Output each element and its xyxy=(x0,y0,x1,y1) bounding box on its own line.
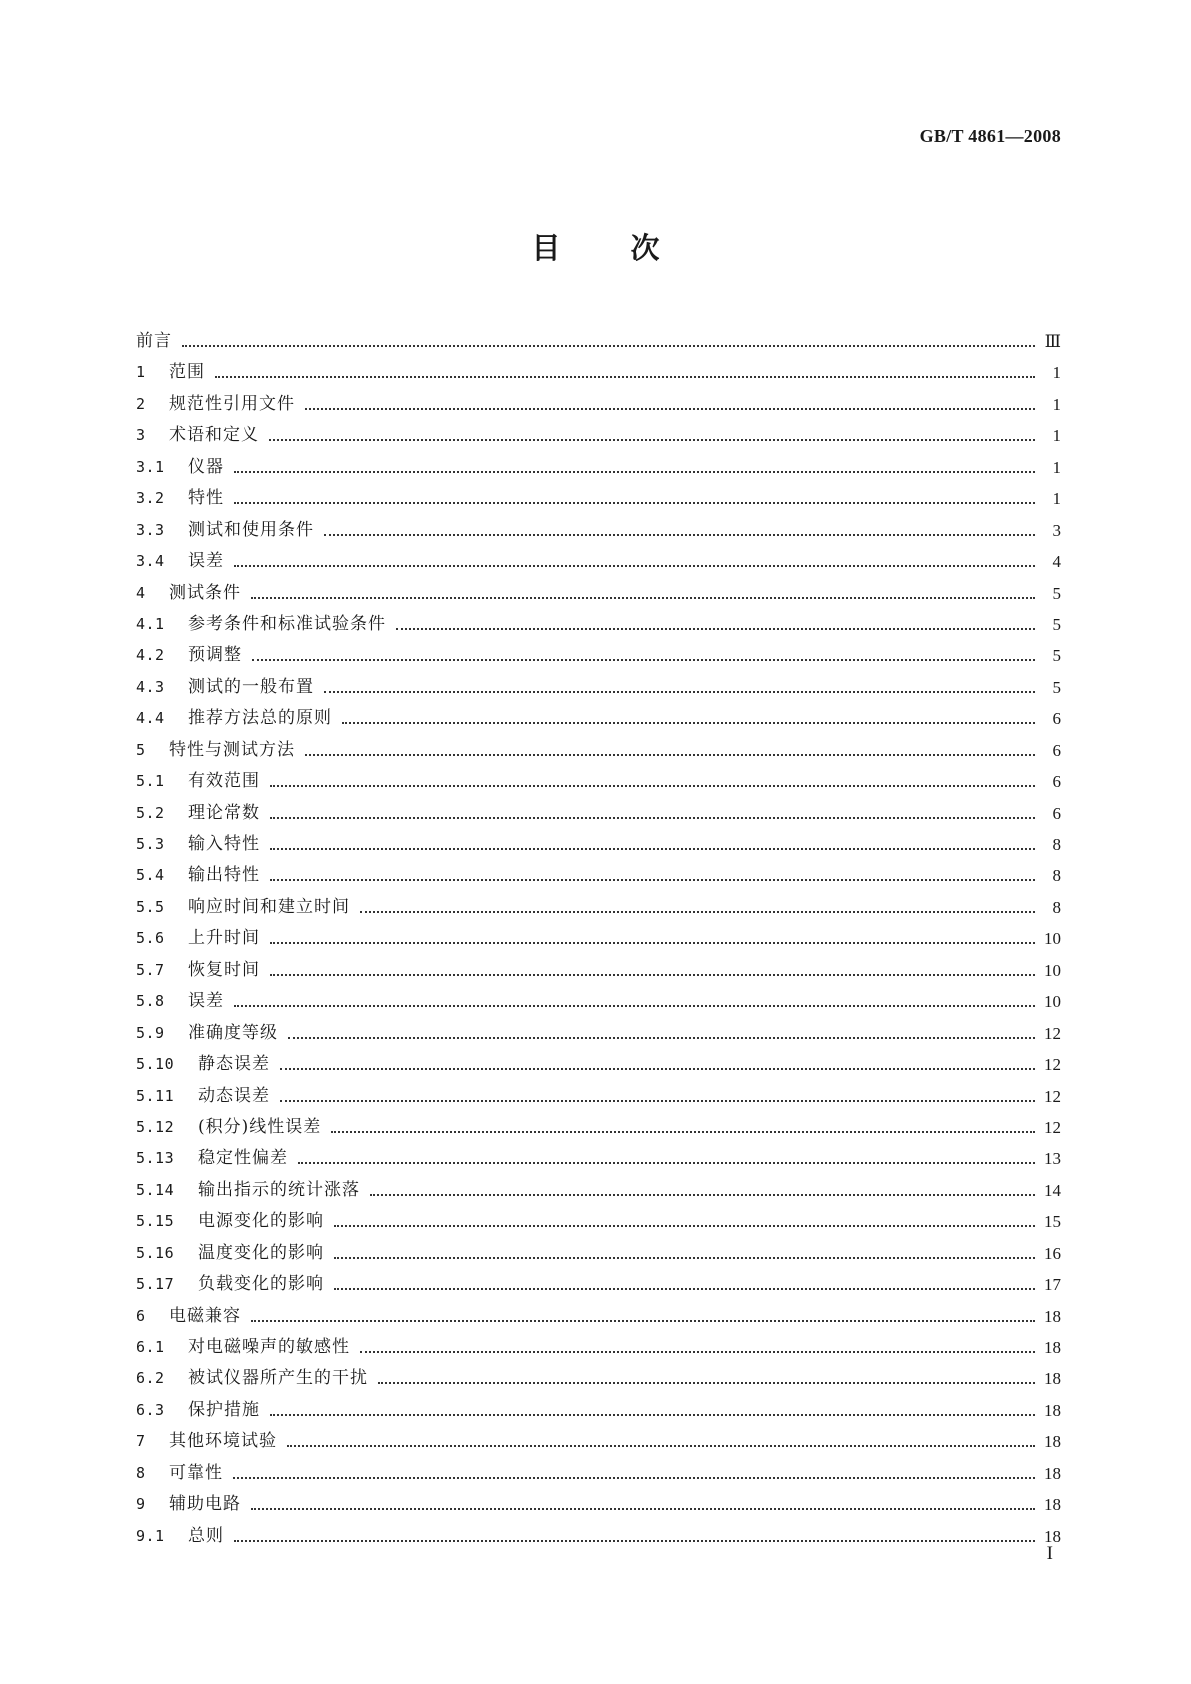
toc-entry-page: 12 xyxy=(1044,1023,1061,1043)
toc-entry-label xyxy=(136,640,242,671)
toc-entry-label xyxy=(136,1458,223,1489)
toc-entry-title: 电源变化的影响 xyxy=(198,1211,324,1232)
toc-entry-title: 测试和使用条件 xyxy=(188,519,314,540)
toc-entry-page: 10 xyxy=(1044,929,1061,949)
toc-dot-leader xyxy=(360,892,1035,923)
toc-dot-leader xyxy=(233,1458,1035,1489)
toc-entry[interactable] xyxy=(136,986,1061,1017)
toc-entry[interactable] xyxy=(136,389,1061,420)
toc-entry[interactable] xyxy=(136,829,1061,860)
toc-entry-label xyxy=(136,1521,224,1552)
toc-entry-number: 6.3 xyxy=(136,1400,165,1419)
toc-entry-number: 5.4 xyxy=(136,866,165,885)
toc-entry[interactable] xyxy=(136,798,1061,829)
toc-dot-leader xyxy=(287,1426,1035,1457)
page-title: 目 次 xyxy=(531,231,660,265)
toc-entry-number: 5.1 xyxy=(136,772,165,791)
toc-entry-label xyxy=(136,1269,324,1300)
toc-entry-page: 16 xyxy=(1044,1243,1061,1263)
toc-entry-number: 4.3 xyxy=(136,677,165,696)
toc-entry[interactable] xyxy=(136,1018,1061,1049)
toc-dot-leader xyxy=(334,1206,1035,1237)
toc-entry-title: 静态误差 xyxy=(198,1054,270,1075)
toc-entry-title: 参考条件和标准试验条件 xyxy=(188,613,386,634)
toc-entry-number: 7 xyxy=(136,1432,146,1451)
toc-dot-leader xyxy=(252,640,1035,671)
toc-entry-title: 有效范围 xyxy=(188,771,260,792)
toc-entry-label xyxy=(136,766,260,797)
toc-entry-label xyxy=(136,735,295,766)
toc-dot-leader xyxy=(270,829,1035,860)
toc-entry-title: 预调整 xyxy=(188,645,242,666)
toc-entry-title: 被试仪器所产生的干扰 xyxy=(188,1368,368,1389)
toc-entry-number: 4 xyxy=(136,583,146,602)
toc-entry-label xyxy=(136,1238,324,1269)
toc-entry-page: 10 xyxy=(1044,960,1061,980)
toc-entry-title: 对电磁噪声的敏感性 xyxy=(188,1337,350,1357)
toc-entry[interactable] xyxy=(136,923,1061,954)
toc-entry-number: 2 xyxy=(136,394,146,413)
toc-entry-number: 5.2 xyxy=(136,803,165,822)
toc-dot-leader xyxy=(182,326,1035,357)
toc-entry-page: 12 xyxy=(1044,1086,1061,1106)
toc-entry-label xyxy=(136,1175,360,1206)
toc-entry-page: 18 xyxy=(1044,1463,1061,1483)
toc-entry[interactable] xyxy=(136,1175,1061,1206)
toc-entry-page: 8 xyxy=(1052,866,1061,886)
toc-entry-label xyxy=(136,1206,324,1237)
toc-dot-leader xyxy=(270,955,1035,986)
toc-entry[interactable] xyxy=(136,766,1061,797)
toc-dot-leader xyxy=(234,483,1035,514)
toc-entry-page: 18 xyxy=(1044,1400,1061,1420)
toc-dot-leader xyxy=(324,672,1035,703)
toc-entry-title: 推荐方法总的原则 xyxy=(188,708,332,729)
toc-entry-label xyxy=(136,1426,277,1457)
toc-entry-label xyxy=(136,578,241,609)
toc-entry-page: 17 xyxy=(1044,1275,1061,1295)
toc-entry[interactable] xyxy=(136,1269,1061,1300)
toc-entry-label xyxy=(136,1143,288,1174)
toc-entry-number: 5.3 xyxy=(136,835,165,853)
toc-entry-number: 9 xyxy=(136,1495,146,1514)
toc-entry-label xyxy=(136,1081,270,1112)
toc-dot-leader xyxy=(396,609,1035,640)
toc-entry[interactable] xyxy=(136,1112,1061,1143)
toc-entry-label xyxy=(136,892,350,923)
toc-entry-number: 3.1 xyxy=(136,457,165,476)
toc-entry[interactable] xyxy=(136,326,1061,357)
toc-entry-number: 8 xyxy=(136,1463,146,1482)
toc-dot-leader xyxy=(215,357,1035,388)
toc-entry-title: 误差 xyxy=(188,991,224,1012)
toc-entry-page: 1 xyxy=(1052,457,1061,477)
toc-entry-title: 负载变化的影响 xyxy=(198,1274,324,1295)
toc-dot-leader xyxy=(280,1081,1035,1112)
toc-entry[interactable] xyxy=(136,1049,1061,1080)
toc-entry-label xyxy=(136,1018,278,1049)
toc-dot-leader xyxy=(270,860,1035,891)
toc-entry-page: 14 xyxy=(1044,1180,1061,1200)
toc-entry-label xyxy=(136,829,260,860)
toc-dot-leader xyxy=(288,1018,1035,1049)
toc-entry-page: 6 xyxy=(1052,803,1061,823)
toc-entry-title: 仪器 xyxy=(188,456,224,477)
toc-entry-label xyxy=(136,955,260,986)
toc-dot-leader xyxy=(234,1521,1035,1552)
toc-entry[interactable] xyxy=(136,640,1061,671)
toc-entry-page: 5 xyxy=(1052,646,1061,666)
toc-entry-title: 测试的一般布置 xyxy=(188,676,314,697)
toc-entry-title: 规范性引用文件 xyxy=(169,393,295,414)
toc-entry-number: 5.12 xyxy=(136,1117,175,1136)
toc-entry-label xyxy=(136,703,332,734)
toc-entry-page: 6 xyxy=(1052,709,1061,729)
toc-dot-leader xyxy=(324,515,1035,546)
toc-entry-number: 3.3 xyxy=(136,520,165,539)
toc-dot-leader xyxy=(342,703,1035,734)
toc-entry-page: 5 xyxy=(1052,614,1061,634)
toc-entry-number: 5.15 xyxy=(136,1212,175,1231)
toc-entry-title: 准确度等级 xyxy=(188,1022,278,1043)
toc-entry-label xyxy=(136,1332,350,1363)
toc-entry-page: 5 xyxy=(1052,677,1061,697)
toc-entry[interactable] xyxy=(136,483,1061,514)
toc-entry-page: 1 xyxy=(1052,394,1061,414)
toc-entry-page: 4 xyxy=(1052,552,1061,572)
toc-dot-leader xyxy=(270,798,1035,829)
toc-dot-leader xyxy=(305,389,1035,420)
toc-entry-number: 4.1 xyxy=(136,614,165,633)
toc-entry[interactable] xyxy=(136,1238,1061,1269)
toc-entry[interactable] xyxy=(136,735,1061,766)
toc-entry-page: 6 xyxy=(1052,772,1061,792)
toc-entry-label xyxy=(136,515,314,546)
page-number: I xyxy=(1046,1543,1053,1564)
toc-entry[interactable] xyxy=(136,1332,1061,1363)
toc-entry-label xyxy=(136,1112,321,1143)
toc-entry-title: 特性 xyxy=(188,488,224,509)
toc-entry[interactable] xyxy=(136,420,1061,451)
toc-entry-number: 9.1 xyxy=(136,1526,165,1545)
toc-entry-number: 6 xyxy=(136,1306,146,1325)
toc-entry[interactable] xyxy=(136,892,1061,923)
toc-dot-leader xyxy=(370,1175,1035,1206)
toc-entry-number: 6.1 xyxy=(136,1338,165,1356)
toc-entry-number: 5.14 xyxy=(136,1180,175,1199)
toc-dot-leader xyxy=(331,1112,1035,1143)
toc-entry-title: (积分)线性误差 xyxy=(198,1116,322,1137)
toc-entry[interactable] xyxy=(136,1521,1061,1552)
toc-dot-leader xyxy=(334,1269,1035,1300)
toc-entry[interactable] xyxy=(136,1489,1061,1520)
toc-entry-title: 前言 xyxy=(136,331,172,351)
toc-entry[interactable] xyxy=(136,452,1061,483)
toc-entry-number: 5.7 xyxy=(136,960,165,979)
toc-entry-title: 电磁兼容 xyxy=(169,1305,241,1326)
toc-entry-number: 5.17 xyxy=(136,1275,175,1294)
toc-entry[interactable] xyxy=(136,578,1061,609)
toc-entry-title: 其他环境试验 xyxy=(169,1431,277,1452)
toc-entry-number: 5.11 xyxy=(136,1086,175,1105)
toc-entry-label xyxy=(136,672,314,703)
toc-entry-number: 3.4 xyxy=(136,552,165,571)
toc-entry-title: 可靠性 xyxy=(169,1462,223,1483)
toc-entry-title: 输入特性 xyxy=(188,834,260,854)
toc-entry-label xyxy=(136,609,386,640)
toc-dot-leader xyxy=(251,1301,1035,1332)
toc-entry-title: 测试条件 xyxy=(169,582,241,603)
toc-dot-leader xyxy=(270,766,1035,797)
toc-dot-leader xyxy=(334,1238,1035,1269)
toc-entry-page: 1 xyxy=(1052,426,1061,446)
toc-entry-title: 范围 xyxy=(169,362,205,383)
toc-entry-label xyxy=(136,357,205,388)
toc-dot-leader xyxy=(269,420,1035,451)
toc-dot-leader xyxy=(360,1332,1035,1363)
table-of-contents xyxy=(136,326,1061,1552)
toc-entry[interactable] xyxy=(136,1081,1061,1112)
toc-entry-title: 上升时间 xyxy=(188,928,260,949)
toc-entry-page: 18 xyxy=(1044,1369,1061,1389)
toc-entry-number: 1 xyxy=(136,363,146,382)
toc-dot-leader xyxy=(378,1363,1035,1394)
toc-entry-page: 10 xyxy=(1044,992,1061,1012)
toc-entry-page: 18 xyxy=(1044,1526,1061,1546)
toc-entry-label xyxy=(136,1049,270,1080)
toc-entry-number: 5.13 xyxy=(136,1149,175,1168)
toc-entry-page: 8 xyxy=(1052,897,1061,917)
toc-entry-label xyxy=(136,389,295,420)
toc-entry-number: 6.2 xyxy=(136,1369,165,1388)
toc-entry-label xyxy=(136,1363,368,1394)
toc-dot-leader xyxy=(280,1049,1035,1080)
toc-entry-label xyxy=(136,452,224,483)
toc-dot-leader xyxy=(298,1143,1035,1174)
toc-entry-number: 5.5 xyxy=(136,897,165,916)
toc-entry-title: 输出指示的统计涨落 xyxy=(198,1179,360,1200)
toc-entry[interactable] xyxy=(136,1363,1061,1394)
toc-entry-title: 稳定性偏差 xyxy=(198,1148,288,1169)
toc-entry-title: 理论常数 xyxy=(188,802,260,823)
toc-entry-title: 恢复时间 xyxy=(188,959,260,980)
toc-entry[interactable] xyxy=(136,1395,1061,1426)
toc-entry-page: 15 xyxy=(1044,1212,1061,1232)
toc-entry[interactable] xyxy=(136,703,1061,734)
toc-entry-title: 辅助电路 xyxy=(169,1494,241,1515)
toc-entry-label xyxy=(136,483,224,514)
toc-entry-number: 4.2 xyxy=(136,646,165,665)
toc-entry-page: 8 xyxy=(1052,835,1061,854)
toc-dot-leader xyxy=(270,923,1035,954)
toc-entry-page: 1 xyxy=(1052,489,1061,509)
toc-entry[interactable] xyxy=(136,546,1061,577)
toc-entry-title: 温度变化的影响 xyxy=(198,1242,324,1263)
toc-entry-number: 5.9 xyxy=(136,1023,165,1042)
toc-entry-page: 1 xyxy=(1052,363,1061,383)
toc-entry-title: 动态误差 xyxy=(198,1085,270,1106)
toc-entry-number: 3 xyxy=(136,426,146,445)
toc-entry-title: 响应时间和建立时间 xyxy=(188,896,350,917)
toc-entry-label xyxy=(136,546,224,577)
toc-entry-label xyxy=(136,923,260,954)
toc-entry-label xyxy=(136,326,172,357)
toc-dot-leader xyxy=(251,578,1035,609)
toc-entry-page: 13 xyxy=(1044,1149,1061,1169)
standard-code: GB/T 4861—2008 xyxy=(919,126,1061,146)
toc-entry-page: 6 xyxy=(1052,740,1061,760)
toc-entry[interactable] xyxy=(136,1301,1061,1332)
toc-entry-label xyxy=(136,1301,241,1332)
toc-entry[interactable] xyxy=(136,860,1061,891)
toc-dot-leader xyxy=(305,735,1035,766)
toc-entry-label xyxy=(136,420,259,451)
toc-entry-number: 5.8 xyxy=(136,992,165,1011)
toc-entry-title: 术语和定义 xyxy=(169,425,259,446)
toc-entry-label xyxy=(136,1489,241,1520)
toc-entry-number: 5 xyxy=(136,740,146,759)
toc-entry[interactable] xyxy=(136,515,1061,546)
toc-entry-label xyxy=(136,798,260,829)
toc-dot-leader xyxy=(234,546,1035,577)
toc-entry-page: 3 xyxy=(1052,520,1061,540)
toc-entry-number: 5.6 xyxy=(136,929,165,948)
toc-entry-number: 4.4 xyxy=(136,709,165,728)
toc-entry[interactable] xyxy=(136,609,1061,640)
toc-entry[interactable] xyxy=(136,357,1061,388)
toc-entry-page: 18 xyxy=(1044,1338,1061,1357)
toc-entry-number: 3.2 xyxy=(136,489,165,508)
toc-entry-number: 5.10 xyxy=(136,1055,175,1074)
toc-entry[interactable] xyxy=(136,672,1061,703)
toc-entry-number: 5.16 xyxy=(136,1243,175,1262)
toc-entry-page: 18 xyxy=(1044,1495,1061,1515)
toc-entry-title: 误差 xyxy=(188,551,224,572)
toc-entry-title: 总则 xyxy=(188,1525,224,1546)
toc-entry-label xyxy=(136,1395,260,1426)
toc-dot-leader xyxy=(251,1489,1035,1520)
toc-entry-title: 特性与测试方法 xyxy=(169,739,295,760)
toc-entry-page: 18 xyxy=(1044,1432,1061,1452)
toc-dot-leader xyxy=(234,452,1035,483)
toc-entry[interactable] xyxy=(136,1143,1061,1174)
toc-entry-page: 12 xyxy=(1044,1117,1061,1137)
toc-dot-leader xyxy=(270,1395,1035,1426)
toc-entry-page: 12 xyxy=(1044,1055,1061,1075)
toc-entry[interactable] xyxy=(136,1206,1061,1237)
toc-entry-title: 输出特性 xyxy=(188,865,260,886)
toc-entry[interactable] xyxy=(136,955,1061,986)
toc-entry-label xyxy=(136,860,260,891)
toc-entry-page: 18 xyxy=(1044,1306,1061,1326)
toc-entry-title: 保护措施 xyxy=(188,1399,260,1420)
toc-entry[interactable] xyxy=(136,1458,1061,1489)
toc-entry-page: 5 xyxy=(1052,583,1061,603)
toc-dot-leader xyxy=(234,986,1035,1017)
toc-entry[interactable] xyxy=(136,1426,1061,1457)
toc-entry-page: Ⅲ xyxy=(1044,332,1061,351)
toc-entry-label xyxy=(136,986,224,1017)
